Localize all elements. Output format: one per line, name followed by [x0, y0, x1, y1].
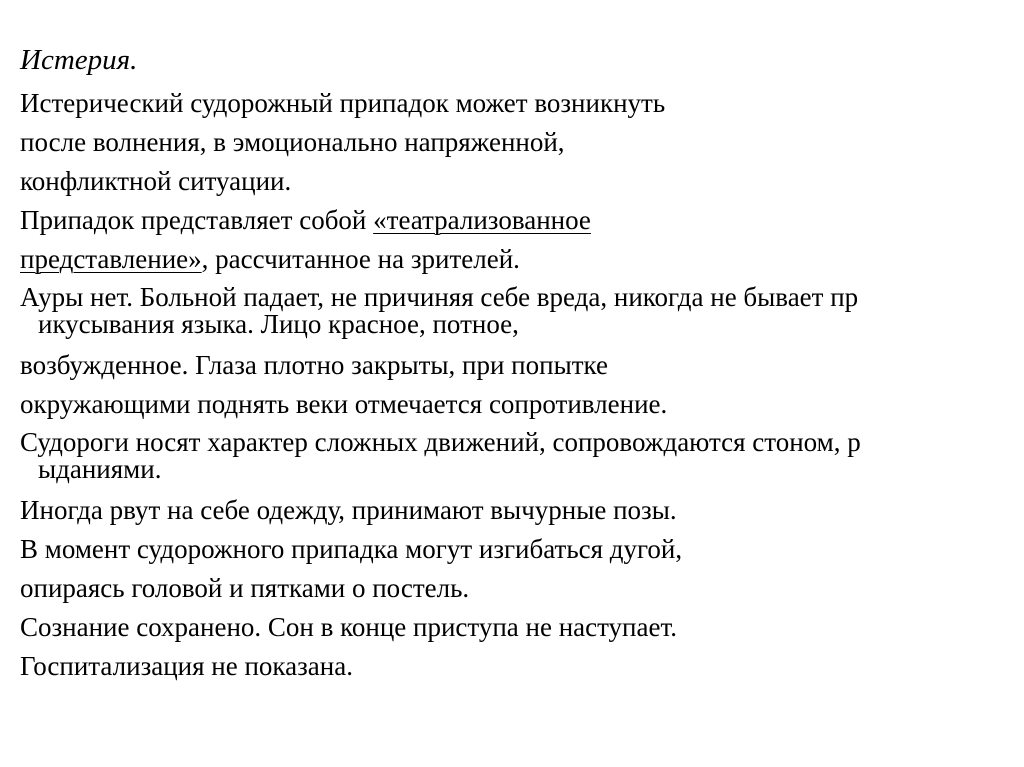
body-line: В момент судорожного припадка могут изгибаться дугой,: [20, 534, 683, 564]
body-line: Сознание сохранено. Сон в конце приступа не наступает.: [20, 612, 677, 642]
body-line: после волнения, в эмоционально напряженной,: [20, 127, 565, 157]
body-line: Иногда рвут на себе одежду, принимают вычурные позы.: [20, 495, 677, 525]
body-line: [20, 240, 1020, 279]
slide-body: [20, 84, 1020, 686]
body-paragraph: [20, 279, 1020, 346]
body-line: [20, 201, 1020, 240]
underlined-phrase: «театрализованное: [373, 205, 591, 235]
body-line: Истерический судорожный припадок может возникнуть: [20, 88, 666, 118]
underlined-phrase: представление»: [20, 244, 202, 274]
body-line: возбужденное. Глаза плотно закрыты, при попытке: [20, 350, 608, 380]
body-line-continuation: икусывания языка. Лицо красное, потное,: [38, 309, 519, 339]
body-line: Судороги носят характер сложных движений, сопровождаются стоном, р: [20, 427, 861, 457]
body-line: конфликтной ситуации.: [20, 166, 292, 196]
slide-title: Истерия.: [20, 44, 138, 76]
body-line: окружающими поднять веки отмечается сопротивление.: [20, 389, 668, 419]
body-line: Госпитализация не показана.: [20, 651, 353, 681]
body-line: Ауры нет. Больной падает, не причиняя себе вреда, никогда не бывает пр: [20, 282, 859, 312]
body-paragraph: [20, 424, 1020, 491]
body-text: Припадок представляет собой: [20, 205, 374, 235]
body-line: опираясь головой и пятками о постель.: [20, 573, 470, 603]
body-line-continuation: ыданиями.: [38, 454, 162, 484]
body-text: , рассчитанное на зрителей.: [201, 244, 520, 274]
